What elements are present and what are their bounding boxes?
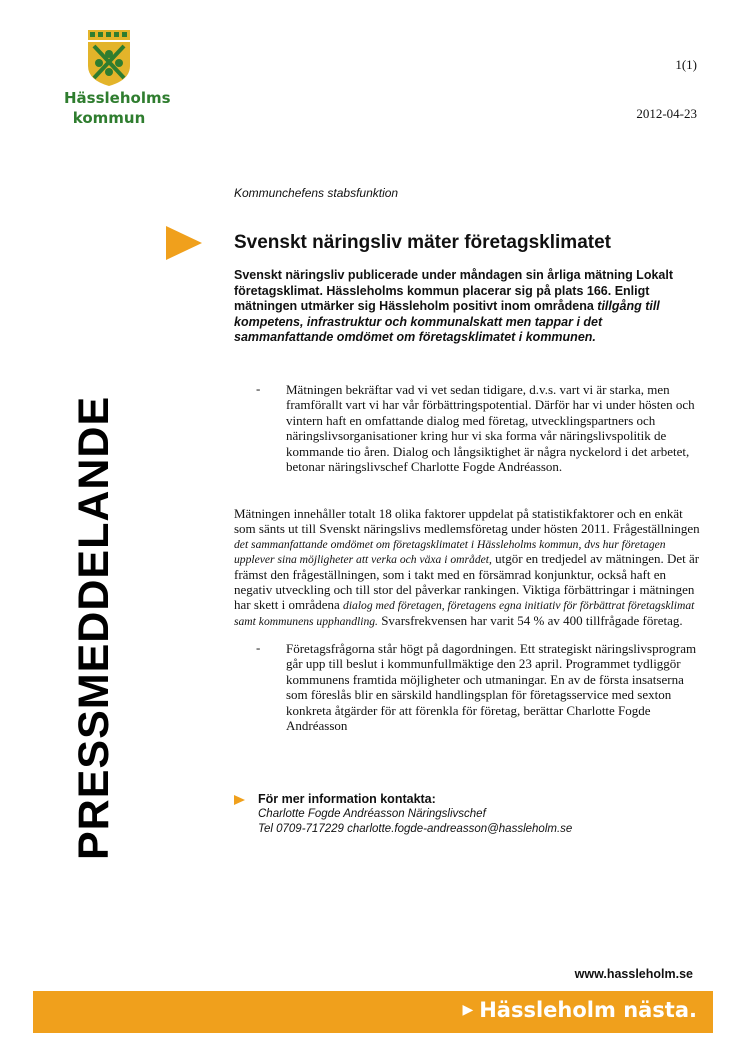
body-part2: utgör en tredjedel av mätningen. Det är främst den frågeställningen, som i takt med en försämrad konjunktur, också haft en negativ utveckling och till stor del påverkar rankingen. Viktiga förbättringar i mätningen har skett i områdena	[234, 551, 700, 612]
footer-bar	[33, 991, 713, 1033]
lead-italic: tillgång till kompetens, infrastruktur och kommunalskatt men tappar i det sammanfattande omdömet om företagsklimatet i kommunen.	[234, 299, 660, 345]
headline: Svenskt näringsliv mäter företagsklimatet	[234, 232, 611, 253]
quote2-dash: -	[256, 640, 261, 655]
quote2-paragraph	[256, 641, 706, 733]
lead-text: Svenskt näringsliv publicerade under måndagen sin årliga mätning Lokalt företagsklimat. Hässleholms kommun placerar sig på plats 166. Enligt mätningen utmärker sig Hässleholm positivt inom områdena	[234, 268, 673, 314]
body-paragraph	[234, 507, 700, 629]
slogan-text: Hässleholm nästa.	[479, 998, 697, 1022]
document-date: 2012-04-23	[636, 106, 697, 121]
body-part3: Svarsfrekvensen har varit 54 % av 400 tillfrågade företag.	[377, 612, 683, 628]
coat-of-arms-icon	[86, 30, 132, 86]
triangle-arrow-icon	[166, 226, 202, 260]
quote1-text: Mätningen bekräftar vad vi vet sedan tidigare, d.v.s. vart vi är starka, men framförallt vart vi har vår förbättringspotential. Därför har vi under hösten och vintern haft en omfattande dialog med företag, utvecklingspartners och näringslivsorganisationer kring hur vi ska forma vår näringslivspolitik de kommande tio åren. Dialog och långsiktighet är några nyckelord i det arbetet, betonar näringslivschef Charlotte Fogde Andréasson.	[286, 382, 695, 475]
logo-name-line1: Hässleholms	[64, 89, 171, 107]
lead-paragraph	[234, 268, 694, 346]
quote1-paragraph	[256, 382, 706, 474]
department-label: Kommunchefens stabsfunktion	[234, 186, 399, 200]
quote2-text: Företagsfrågorna står högt på dagordningen. Ett strategiskt näringslivsprogram går upp till beslut i kommunfullmäktige den 23 april. Programmet tydliggör kommunens framtida möjligheter och utmaningar. En av de första insatserna som föreslås blir en särskild handlingsplan för företagsservice med sexton konkreta åtgärder för att förenkla för företag, berättar Charlotte Fogde Andréasson	[286, 641, 697, 734]
page-number: 1(1)	[675, 57, 697, 72]
municipality-logo	[64, 30, 171, 127]
contact-arrow-icon	[234, 795, 245, 805]
body-italic2: dialog med företagen, företagens egna initiativ för förbättrat företagsklimat samt kommunens upphandling.	[234, 598, 695, 628]
slogan	[462, 998, 697, 1022]
quote1-dash: -	[256, 381, 261, 396]
contact-heading: För mer information kontakta:	[258, 792, 436, 806]
contact-name: Charlotte Fogde Andréasson Näringslivschef	[258, 808, 486, 820]
logo-name-line2: kommun	[72, 109, 146, 127]
body-italic1: det sammanfattande omdömet om företagsklimatet i Hässleholms kommun, dvs hur företagen upplever sina möjligheter att verka och växa i området,	[234, 537, 666, 567]
document-type-vertical-title: PRESSMEDDELANDE	[70, 395, 118, 860]
body-part1: Mätningen innehåller totalt 18 olika faktorer uppdelat på statistikfaktorer och en enkät som sänts ut till Svenskt näringslivs medlemsföretag under hösten 2011. Frågeställningen	[234, 506, 700, 536]
play-arrow-icon: ▶	[462, 1002, 474, 1018]
website-link[interactable]: www.hassleholm.se	[574, 967, 693, 981]
contact-phone-email[interactable]: Tel 0709-717229 charlotte.fogde-andreasson@hassleholm.se	[258, 823, 573, 835]
